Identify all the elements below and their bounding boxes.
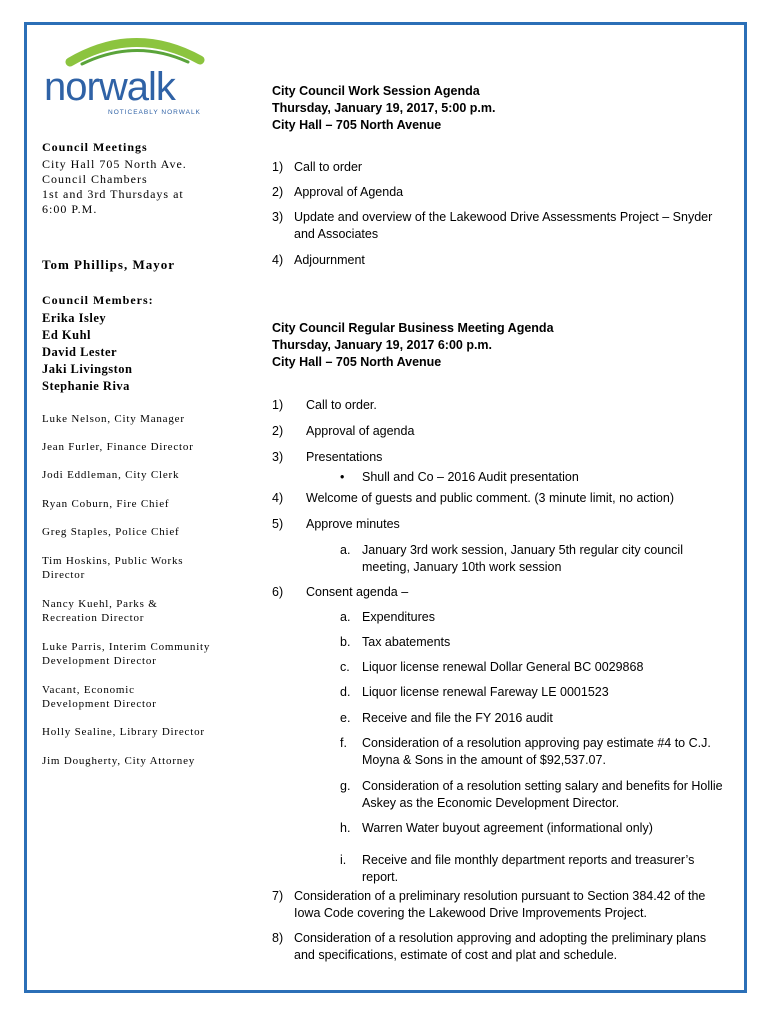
staff-member: Luke Parris, Interim Community Development Director: [42, 641, 211, 667]
heading-line: City Council Regular Business Meeting Agenda: [272, 321, 554, 335]
item-number: 1): [272, 160, 284, 174]
item-letter: c.: [340, 660, 350, 674]
staff-member: Ryan Coburn, Fire Chief: [42, 498, 170, 510]
heading-line: Thursday, January 19, 2017, 5:00 p.m.: [272, 101, 496, 115]
item-number: 1): [272, 398, 284, 412]
meeting-line: Council Chambers: [42, 172, 148, 186]
item-text: Update and overview of the Lakewood Drive Assessments Project – Snyder and Associates: [294, 210, 713, 241]
item-letter: g.: [340, 779, 351, 793]
agenda-item: [272, 888, 727, 922]
work-session-heading: [272, 83, 496, 134]
work-agenda-item: [272, 159, 362, 176]
item-text: Receive and file monthly department reports and treasurer’s report.: [362, 853, 695, 884]
council-meetings-title: Council Meetings: [42, 140, 148, 154]
agenda-subitem: [340, 659, 643, 676]
item-text: Consideration of a resolution approving pay estimate #4 to C.J. Moyna & Sons in the amount of $92,537.07.: [362, 736, 711, 767]
staff-member: Jim Dougherty, City Attorney: [42, 755, 196, 767]
item-letter: e.: [340, 711, 351, 725]
item-number: 4): [272, 491, 284, 505]
staff-member: Holly Sealine, Library Director: [42, 726, 205, 738]
item-number: 4): [272, 253, 284, 267]
meeting-line: 6:00 P.M.: [42, 202, 98, 216]
norwalk-logo: [40, 34, 210, 120]
item-number: 7): [272, 889, 284, 903]
item-letter: a.: [340, 543, 351, 557]
item-number: 3): [272, 210, 284, 224]
council-meetings-details: [42, 157, 187, 217]
item-text: Tax abatements: [362, 635, 451, 649]
item-text: Approval of agenda: [306, 424, 415, 438]
staff-member: Nancy Kuehl, Parks & Recreation Director: [42, 598, 158, 624]
item-text: Approval of Agenda: [294, 185, 404, 199]
item-text: Consent agenda –: [306, 585, 409, 599]
item-text: Consideration of a resolution setting salary and benefits for Hollie Askey as the Economic Development Director.: [362, 779, 723, 810]
agenda-item: [272, 397, 377, 414]
work-agenda-item: [272, 184, 403, 201]
item-text: Welcome of guests and public comment. (3 minute limit, no action): [306, 491, 674, 505]
item-text: Consideration of a resolution approving and adopting the preliminary plans and specifications, estimate of cost and plat and schedule.: [294, 931, 707, 962]
item-letter: i.: [340, 853, 347, 867]
agenda-subitem: [340, 852, 710, 886]
council-members-list: [42, 310, 133, 395]
item-letter: h.: [340, 821, 351, 835]
item-letter: d.: [340, 685, 351, 699]
agenda-subitem: [340, 684, 609, 701]
meeting-line: City Hall 705 North Ave.: [42, 157, 187, 171]
item-text: Call to order.: [306, 398, 377, 412]
work-agenda-item: [272, 252, 365, 269]
council-member: Jaki Livingston: [42, 362, 133, 376]
council-member: David Lester: [42, 345, 118, 359]
item-number: 6): [272, 585, 284, 599]
item-number: 8): [272, 931, 284, 945]
item-number: 2): [272, 185, 284, 199]
item-letter: f.: [340, 736, 347, 750]
item-text: Liquor license renewal Fareway LE 0001523: [362, 685, 609, 699]
agenda-item: [272, 423, 414, 440]
item-letter: b.: [340, 635, 351, 649]
staff-member: Luke Nelson, City Manager: [42, 413, 185, 425]
agenda-item: [272, 584, 408, 601]
agenda-subitem: [340, 634, 450, 651]
agenda-subitem: [340, 735, 725, 769]
agenda-subitem: [340, 469, 579, 486]
item-number: 2): [272, 424, 284, 438]
item-number: 3): [272, 450, 284, 464]
agenda-subitem: [340, 609, 435, 626]
item-text: Expenditures: [362, 610, 435, 624]
item-text: Presentations: [306, 450, 383, 464]
agenda-subitem: [340, 820, 653, 837]
item-text: Shull and Co – 2016 Audit presentation: [362, 470, 579, 484]
item-text: January 3rd work session, January 5th regular city council meeting, January 10th work session: [362, 543, 683, 574]
staff-member: Jodi Eddleman, City Clerk: [42, 469, 180, 481]
work-agenda-item: [272, 209, 722, 243]
item-text: Consideration of a preliminary resolution pursuant to Section 384.42 of the Iowa Code covering the Lakewood Drive Improvements Project.: [294, 889, 706, 920]
item-number: 5): [272, 517, 284, 531]
council-member: Erika Isley: [42, 311, 107, 325]
agenda-item: [272, 930, 727, 964]
agenda-subitem: [340, 710, 553, 727]
council-members-title: Council Members:: [42, 293, 154, 307]
agenda-item: [272, 490, 674, 507]
heading-line: City Hall – 705 North Avenue: [272, 118, 442, 132]
agenda-subitem: [340, 542, 720, 576]
item-text: Approve minutes: [306, 517, 400, 531]
heading-line: Thursday, January 19, 2017 6:00 p.m.: [272, 338, 493, 352]
item-text: Receive and file the FY 2016 audit: [362, 711, 553, 725]
staff-member: Tim Hoskins, Public Works Director: [42, 555, 184, 581]
item-letter: a.: [340, 610, 351, 624]
mayor-name: Tom Phillips, Mayor: [42, 257, 176, 272]
item-text: Liquor license renewal Dollar General BC 0029868: [362, 660, 644, 674]
agenda-subitem: [340, 778, 725, 812]
staff-member: Greg Staples, Police Chief: [42, 526, 180, 538]
svg-text:NOTICEABLY NORWALK: NOTICEABLY NORWALK: [108, 109, 201, 116]
heading-line: City Council Work Session Agenda: [272, 84, 480, 98]
council-member: Ed Kuhl: [42, 328, 92, 342]
council-member: Stephanie Riva: [42, 379, 130, 393]
item-text: Adjournment: [294, 253, 365, 267]
item-text: Warren Water buyout agreement (informational only): [362, 821, 653, 835]
heading-line: City Hall – 705 North Avenue: [272, 355, 442, 369]
agenda-item: [272, 449, 382, 466]
meeting-line: 1st and 3rd Thursdays at: [42, 187, 184, 201]
agenda-item: [272, 516, 400, 533]
bullet-icon: •: [340, 470, 345, 484]
staff-member: Jean Furler, Finance Director: [42, 441, 194, 453]
regular-meeting-heading: [272, 320, 554, 371]
staff-member: Vacant, Economic Development Director: [42, 684, 157, 710]
item-text: Call to order: [294, 160, 363, 174]
svg-text:norwalk: norwalk: [44, 65, 175, 109]
